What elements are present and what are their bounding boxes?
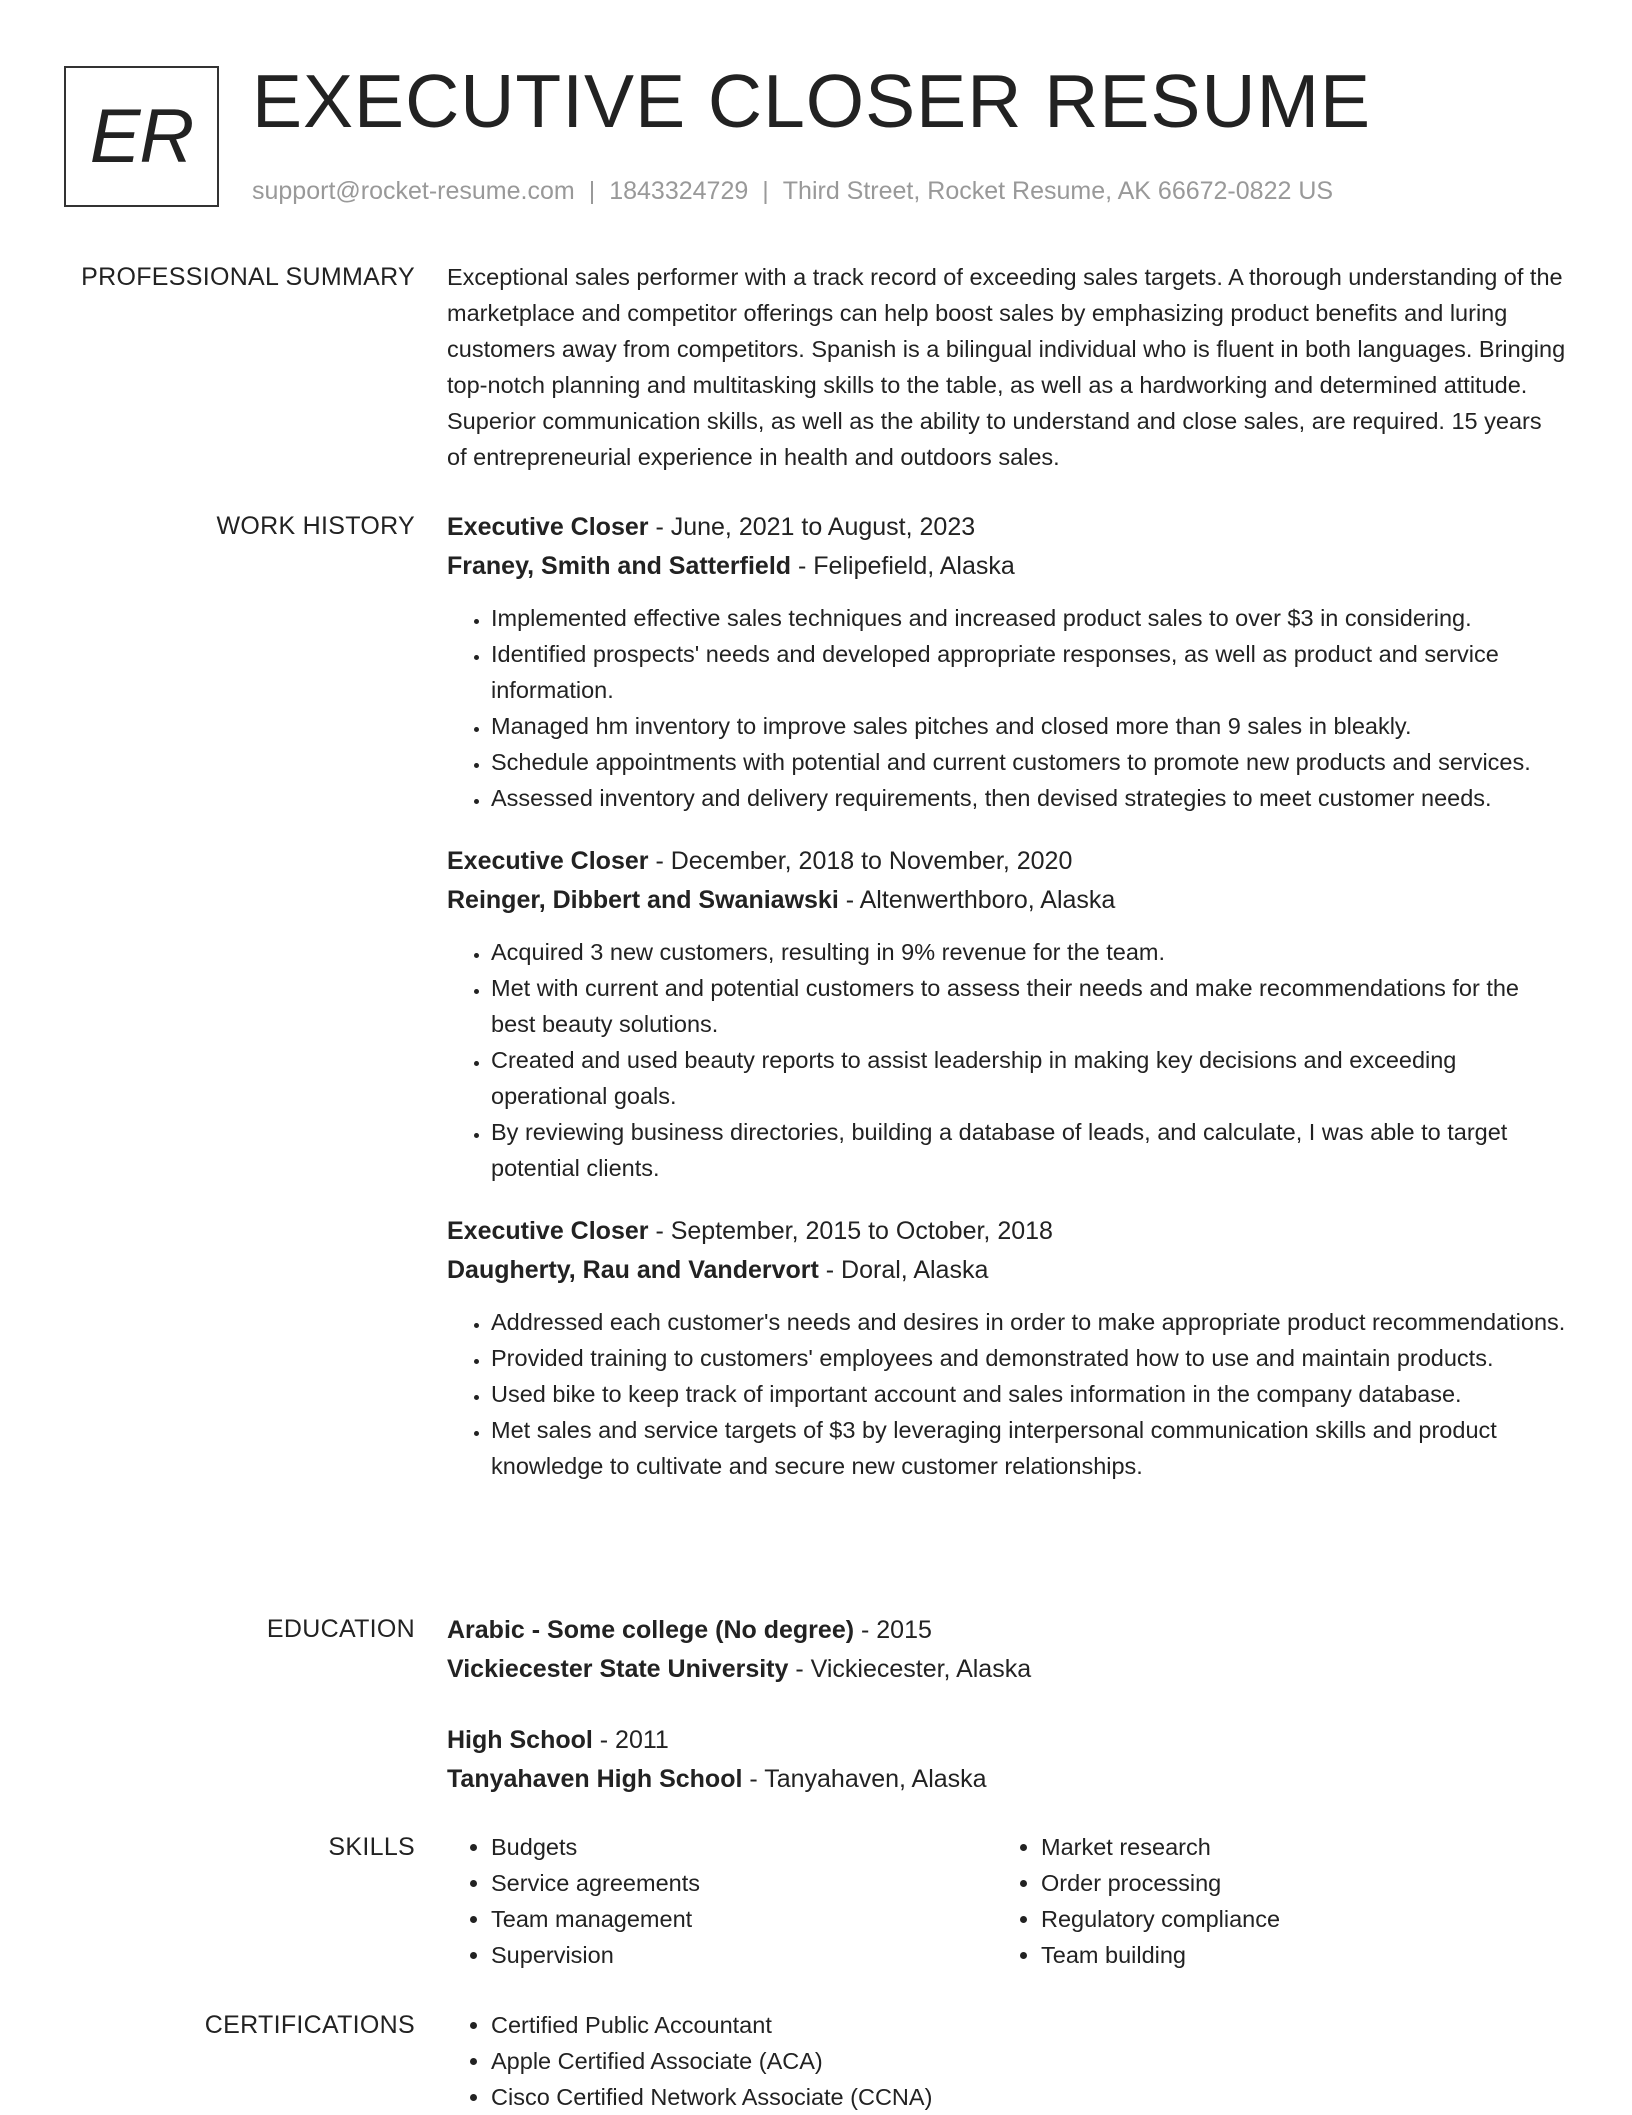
job-title: Executive Closer: [447, 1217, 649, 1245]
job-bullet: • Provided training to customers' employees and demonstrated how to use and maintain products.: [491, 1340, 1567, 1376]
job-entry: [447, 1212, 1567, 1484]
job-location: - Doral, Alaska: [818, 1256, 989, 1284]
job-title: Executive Closer: [447, 513, 649, 541]
skill-item: • Team management: [491, 1901, 997, 1937]
skills-list: [447, 1829, 997, 1973]
certifications-list: [447, 2007, 1567, 2115]
job-bullet: • Implemented effective sales techniques and increased product sales to over $3 in considering.: [491, 600, 1567, 636]
skill-item: • Team building: [1041, 1937, 1547, 1973]
job-bullet: • Schedule appointments with potential and current customers to promote new products and services.: [491, 744, 1567, 780]
job-location: - Felipefield, Alaska: [791, 552, 1015, 580]
resume-title: EXECUTIVE CLOSER RESUME: [252, 59, 1372, 143]
skills-body: [447, 1829, 1567, 1973]
job-bullet: • Met sales and service targets of $3 by leveraging interpersonal communication skills and product knowledge to cultivate and secure new customer relationships.: [491, 1412, 1567, 1484]
work-history-body: [447, 508, 1567, 1510]
job-company-line: [447, 1251, 1567, 1290]
job-bullet: • By reviewing business directories, building a database of leads, and calculate, I was able to target potential clients.: [491, 1114, 1567, 1186]
certifications-body: [447, 2007, 1567, 2115]
section-label-education: EDUCATION: [266, 1615, 415, 1643]
certification-item: • Apple Certified Associate (ACA): [491, 2043, 1567, 2079]
job-bullet: • Met with current and potential customers to assess their needs and make recommendations for the best beauty solutions.: [491, 970, 1567, 1042]
summary-text: Exceptional sales performer with a track record of exceeding sales targets. A thorough understanding of the marketplace and competitor offerings can help boost sales by emphasizing product benefits and luring customers away from competitors. Spanish is a bilingual individual who is fluent in both languages. Bringing top-notch planning and multitasking skills to the table, as well as a hardworking and determined attitude. Superior communication skills, as well as the ability to understand and close sales, are required. 15 years of entrepreneurial experience in health and outdoors sales.: [447, 264, 1566, 470]
education-entry: [447, 1611, 1567, 1689]
job-dates: - September, 2015 to October, 2018: [648, 1217, 1053, 1245]
job-bullet: • Created and used beauty reports to assist leadership in making key decisions and exceeding operational goals.: [491, 1042, 1567, 1114]
education-degree: High School: [447, 1726, 593, 1754]
job-entry: [447, 508, 1567, 816]
skills-grid: [447, 1829, 1567, 1973]
monogram-logo: [64, 66, 219, 207]
job-title-line: [447, 842, 1567, 881]
job-bullet: • Assessed inventory and delivery requirements, then devised strategies to meet customer needs.: [491, 780, 1567, 816]
education-location: - Vickiecester, Alaska: [788, 1655, 1032, 1683]
skill-item: • Order processing: [1041, 1865, 1547, 1901]
education-school-line: [447, 1650, 1567, 1689]
education-degree: Arabic - Some college (No degree): [447, 1616, 855, 1644]
education-school-line: [447, 1760, 1567, 1799]
education-entry: [447, 1721, 1567, 1799]
skill-item: • Market research: [1041, 1829, 1547, 1865]
summary-body: [447, 259, 1567, 475]
section-label-skills: SKILLS: [328, 1833, 415, 1861]
skills-column-left: [447, 1829, 997, 1973]
section-label-work-history: WORK HISTORY: [216, 512, 415, 540]
section-label-summary: PROFESSIONAL SUMMARY: [81, 263, 415, 291]
skill-item: • Supervision: [491, 1937, 997, 1973]
contact-separator: |: [588, 177, 596, 205]
job-company: Reinger, Dibbert and Swaniawski: [447, 886, 839, 914]
education-degree-line: [447, 1611, 1567, 1650]
job-bullets: [447, 934, 1567, 1186]
education-year: - 2011: [592, 1726, 669, 1754]
job-bullet: • Addressed each customer's needs and desires in order to make appropriate product recommendations.: [491, 1304, 1567, 1340]
job-title-line: [447, 508, 1567, 547]
education-school: Tanyahaven High School: [447, 1765, 743, 1793]
job-bullets: [447, 1304, 1567, 1484]
contact-separator: |: [762, 177, 769, 205]
job-location: - Altenwerthboro, Alaska: [838, 886, 1116, 914]
contact-line: [252, 174, 1333, 208]
certification-item: • Certified Public Accountant: [491, 2007, 1567, 2043]
section-label-certifications: CERTIFICATIONS: [204, 2011, 415, 2039]
education-body: [447, 1611, 1567, 1831]
contact-email[interactable]: support@rocket-resume.com: [252, 177, 575, 205]
job-company: Daugherty, Rau and Vandervort: [447, 1256, 819, 1284]
job-bullet: • Acquired 3 new customers, resulting in 9% revenue for the team.: [491, 934, 1567, 970]
skill-item: • Service agreements: [491, 1865, 997, 1901]
job-dates: - June, 2021 to August, 2023: [648, 513, 976, 541]
job-title: Executive Closer: [447, 847, 649, 875]
skills-column-right: [997, 1829, 1547, 1973]
education-school: Vickiecester State University: [447, 1655, 789, 1683]
education-year: - 2015: [854, 1616, 932, 1644]
skill-item: • Budgets: [491, 1829, 997, 1865]
education-degree-line: [447, 1721, 1567, 1760]
job-bullet: • Used bike to keep track of important account and sales information in the company database.: [491, 1376, 1567, 1412]
job-company-line: [447, 881, 1567, 920]
job-bullets: [447, 600, 1567, 816]
skills-list: [997, 1829, 1547, 1973]
skill-item: • Regulatory compliance: [1041, 1901, 1547, 1937]
job-company: Franey, Smith and Satterfield: [447, 552, 792, 580]
job-bullet: • Identified prospects' needs and developed appropriate responses, as well as product and service information.: [491, 636, 1567, 708]
job-bullet: • Managed hm inventory to improve sales pitches and closed more than 9 sales in bleakly.: [491, 708, 1567, 744]
monogram-initials: ER: [89, 93, 194, 179]
contact-address: Third Street, Rocket Resume, AK 66672-0822 US: [782, 177, 1334, 205]
education-location: - Tanyahaven, Alaska: [742, 1765, 987, 1793]
job-entry: [447, 842, 1567, 1186]
job-title-line: [447, 1212, 1567, 1251]
contact-phone[interactable]: 1843324729: [609, 177, 749, 205]
certification-item: • Cisco Certified Network Associate (CCNA): [491, 2079, 1567, 2115]
job-company-line: [447, 547, 1567, 586]
job-dates: - December, 2018 to November, 2020: [648, 847, 1073, 875]
